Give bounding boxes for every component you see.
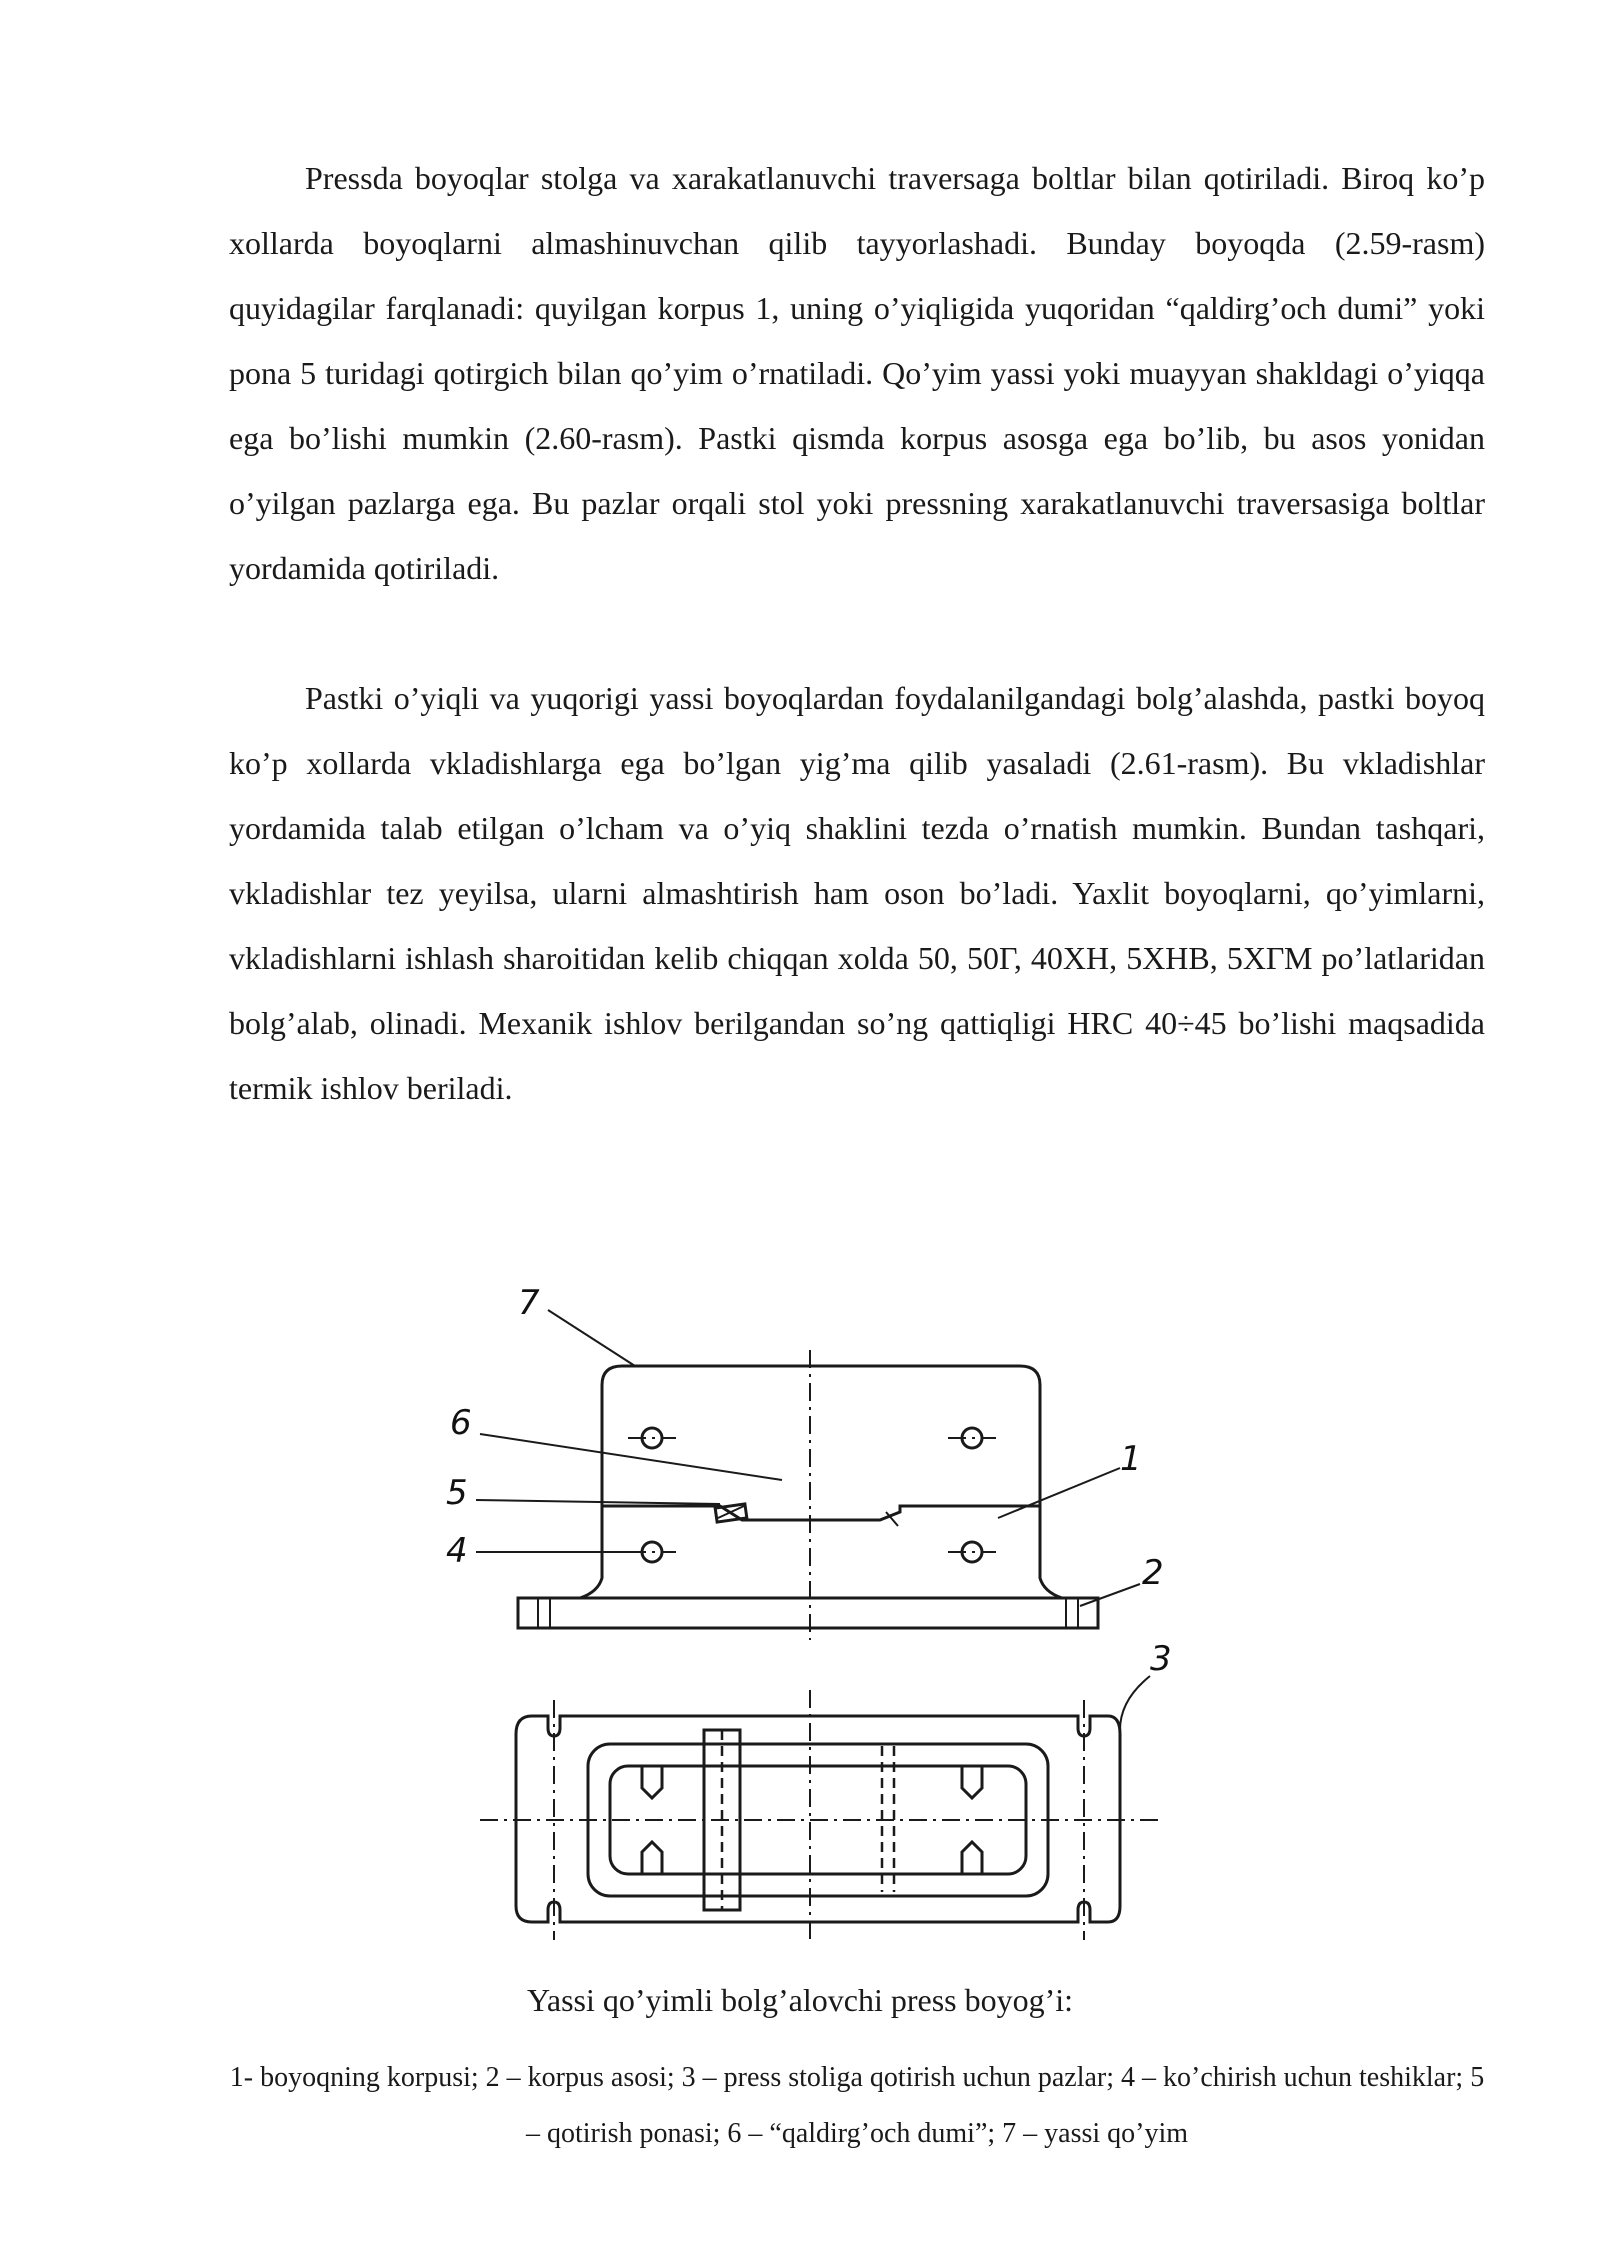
label-6: 6 bbox=[450, 1403, 472, 1443]
insert-dovetail-line bbox=[602, 1506, 1040, 1520]
leader-1 bbox=[998, 1468, 1120, 1518]
technical-drawing bbox=[420, 1280, 1180, 1960]
label-1: 1 bbox=[1120, 1439, 1142, 1479]
leader-5 bbox=[476, 1500, 720, 1504]
label-3: 3 bbox=[1150, 1639, 1172, 1679]
leader-7 bbox=[548, 1310, 635, 1366]
figure-caption-title: Yassi qo’yimli bolg’alovchi press boyog’i: bbox=[526, 1982, 1074, 2018]
die-drawing-svg bbox=[420, 1280, 1180, 1960]
hole-indicator bbox=[642, 1766, 662, 1798]
leader-3 bbox=[1120, 1676, 1150, 1730]
label-4: 4 bbox=[446, 1531, 468, 1571]
label-2: 2 bbox=[1142, 1553, 1164, 1593]
paragraph-1 bbox=[229, 146, 1485, 601]
base-plate bbox=[518, 1598, 1098, 1628]
leader-2 bbox=[1080, 1584, 1140, 1606]
hole-centerlines bbox=[628, 1438, 996, 1552]
label-5: 5 bbox=[446, 1473, 468, 1513]
paragraph-1-text: Pressda boyoqlar stolga va xarakatlanuvchi traversaga boltlar bilan qotiriladi. Biroq ko’p xollarda boyoqlarni almashinuvchan qilib tayyorlashadi. Bunday boyoqda (2.59-rasm) quyidagilar farqlanadi: quyilgan korpus 1, uning o’yiqligida yuqoridan “qaldirg’och dumi” yoki pona 5 turidagi qotirgich bilan qo’yim o’rnatiladi. Qo’yim yassi yoki muayyan shakldagi o’yiqqa ega bo’lishi mumkin (2.60-rasm). Pastki qismda korpus asosga ega bo’lib, bu asos yonidan o’yilgan pazlarga ega. Bu pazlar orqali stol yoki pressning xarakatlanuvchi traversasiga boltlar yordamida qotiriladi. bbox=[229, 160, 1485, 586]
label-7: 7 bbox=[518, 1283, 540, 1323]
paragraph-2 bbox=[229, 666, 1485, 1121]
figure-caption-legend: 1- boyoqning korpusi; 2 – korpus asosi; 3 – press stoliga qotirish uchun pazlar; 4 – ko’chirish uchun teshiklar; 5 – qotirish ponasi; 6 – “qaldirg’och dumi”; 7 – yassi qo’yim bbox=[229, 2062, 1485, 2149]
hole-indicator bbox=[962, 1766, 982, 1798]
hole-indicator bbox=[642, 1842, 662, 1874]
hole-indicator bbox=[962, 1842, 982, 1874]
paragraph-2-text: Pastki o’yiqli va yuqorigi yassi boyoqlardan foydalanilgandagi bolg’alashda, pastki boyoq ko’p xollarda vkladishlarga ega bo’lgan yig’ma qilib yasaladi (2.61-rasm). Bu vkladishlar yordamida talab etilgan o’lcham va o’yiq shaklini tezda o’rnatish mumkin. Bundan tashqari, vkladishlar tez yeyilsa, ularni almashtirish ham oson bo’ladi. Yaxlit boyoqlarni, qo’yimlarni, vkladishlarni ishlash sharoitidan kelib chiqqan xolda 50, 50Г, 40ХН, 5ХНВ, 5ХГМ po’latlaridan bolg’alab, olinadi. Mexanik ishlov berilgandan so’ng qattiqligi HRC 40÷45 bo’lishi maqsadida termik ishlov beriladi. bbox=[229, 680, 1485, 1106]
leader-6 bbox=[480, 1434, 782, 1480]
